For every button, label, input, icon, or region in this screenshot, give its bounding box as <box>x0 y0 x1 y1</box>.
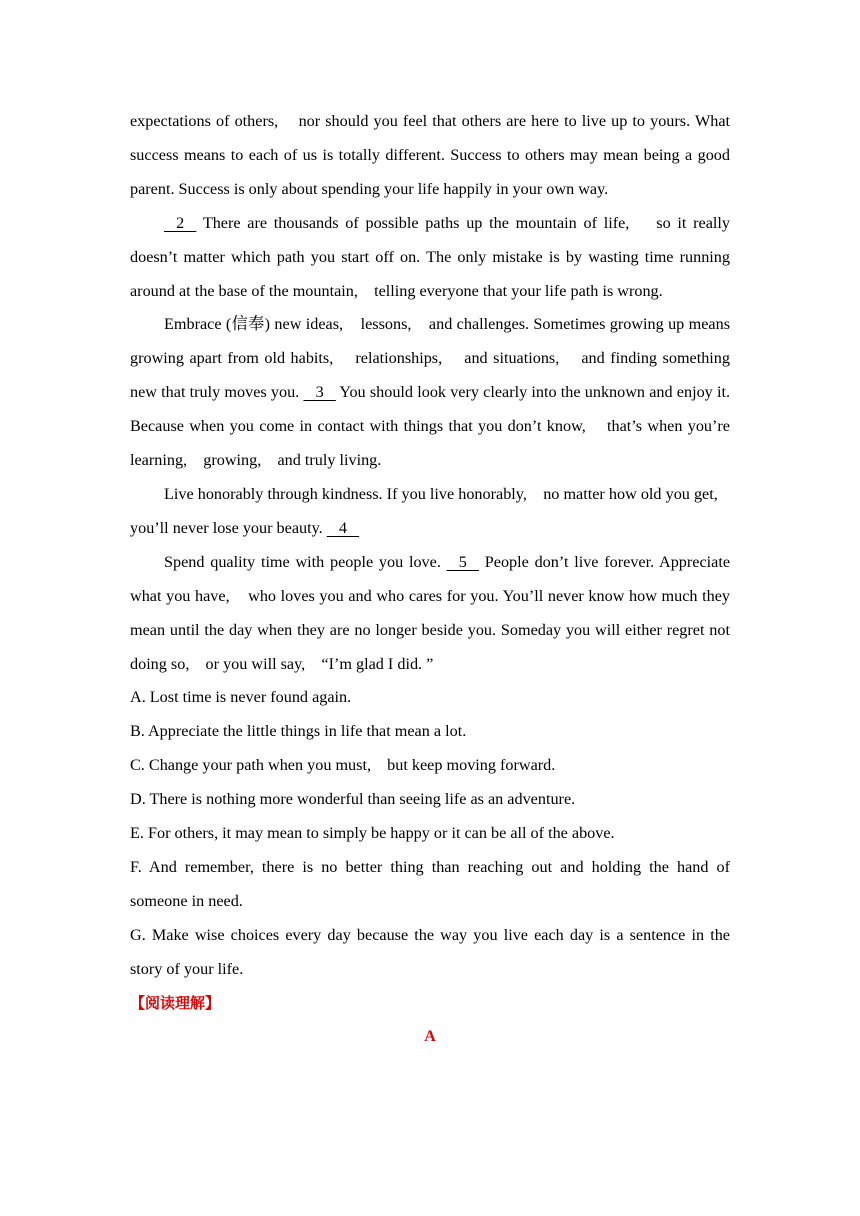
paragraph-blank-3 <box>130 308 730 478</box>
paragraph-text: Embrace (信奉) new ideas, lessons, and challenges. Sometimes growing up means growing apart from old habits, relationships, and situations, and finding something new that truly moves you. <box>130 315 730 402</box>
option-a: A. Lost time is never found again. <box>130 688 352 707</box>
option-f: F. And remember, there is no better thing than reaching out and holding the hand of someone in need. <box>130 857 730 910</box>
paragraph-continuation: expectations of others, nor should you feel that others are here to live up to yours. What success means to each of us is totally different. Success to others may mean being a good parent. Success is only about spending your life happily in your own way. <box>130 112 730 198</box>
blank-2: 2 <box>164 213 197 232</box>
section-heading: 【阅读理解】 <box>130 993 221 1012</box>
paragraph-text: Live honorably through kindness. If you live honorably, no matter how old you get, you’ll never lose your beauty. <box>130 484 730 537</box>
paragraph-text: Spend quality time with people you love. <box>164 552 447 571</box>
paragraph-text: You should look very clearly into the unknown and enjoy it. Because when you come in contact with things that you don’t know, that’s when you’re learning, growing, and truly living. <box>130 383 730 470</box>
document-page <box>130 105 730 1054</box>
blank-5: 5 <box>446 552 480 571</box>
paragraph-blank-5 <box>130 546 730 682</box>
blank-3: 3 <box>303 383 336 402</box>
option-g: G. Make wise choices every day because the way you live each day is a sentence in the story of your life. <box>130 925 730 978</box>
paragraph-blank-2 <box>130 207 730 309</box>
blank-4: 4 <box>326 518 360 537</box>
option-b: B. Appreciate the little things in life that mean a lot. <box>130 722 467 741</box>
paragraph-blank-4 <box>130 478 730 546</box>
passage-label: A <box>424 1028 436 1046</box>
option-e: E. For others, it may mean to simply be happy or it can be all of the above. <box>130 824 615 843</box>
paragraph-text: People don’t live forever. Appreciate what you have, who loves you and who cares for you. You’ll never know how much they mean until the day when they are no longer beside you. Someday you will either regret not doing so, or you will say, “I’m glad I did. ” <box>130 552 731 673</box>
option-c: C. Change your path when you must, but keep moving forward. <box>130 756 556 775</box>
paragraph-text: There are thousands of possible paths up the mountain of life, so it really doesn’t matter which path you start off on. The only mistake is by wasting time running around at the base of the mountain, telling everyone that your life path is wrong. <box>130 213 730 300</box>
option-d: D. There is nothing more wonderful than seeing life as an adventure. <box>130 790 576 809</box>
